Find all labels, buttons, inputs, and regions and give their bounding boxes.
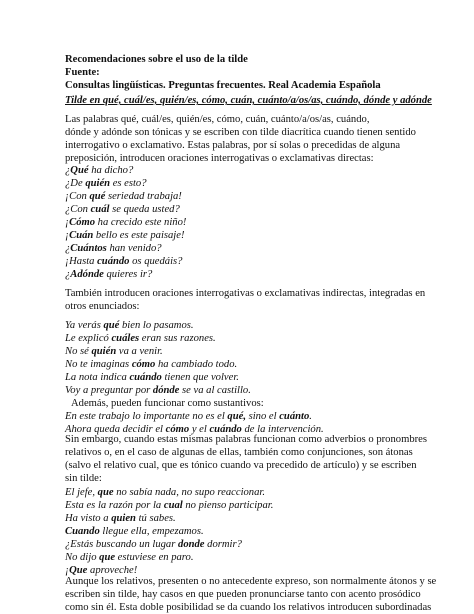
para-line: También introducen oraciones interrogativas o exclamativas indirectas, integradas en — [65, 288, 426, 299]
example-line: ¿Estás buscando un lugar donde dormir? — [65, 539, 242, 550]
example-line: No te imaginas cómo ha cambiado todo. — [65, 359, 238, 370]
para-line: Aunque los relativos, presenten o no antecedente expreso, son normalmente átonos y se — [65, 576, 437, 587]
examples-indirect — [65, 319, 460, 436]
example-line: Ha visto a quien tú sabes. — [65, 513, 176, 524]
example-line: ¿De quién es esto? — [65, 178, 147, 189]
para-line: escriben sin tilde, hay casos en que pueden pronunciarse tanto con acento prosódico — [65, 589, 421, 600]
para-line: Sin embargo, cuando estas mismas palabras funcionan como adverbios o pronombres — [65, 434, 427, 445]
para-line: interrogativo o exclamativo. Estas palabras, por sí solas o precedidas de alguna — [65, 140, 401, 151]
example-line: ¿Adónde quieres ir? — [65, 269, 153, 280]
header-source-label: Fuente: — [65, 67, 100, 78]
example-line: En este trabajo lo importante no es el qué, sino el cuánto. — [65, 411, 312, 422]
example-line: ¿Qué ha dicho? — [65, 165, 134, 176]
example-line: Voy a preguntar por dónde se va al castillo. — [65, 385, 251, 396]
section-title: Tilde en qué, cuál/es, quién/es, cómo, cuán, cuánto/a/os/as, cuándo, dónde y adónde — [65, 95, 432, 106]
example-line: ¿Cuántos han venido? — [65, 243, 162, 254]
header-source: Consultas lingüísticas. Preguntas frecuentes. Real Academia Española — [65, 80, 381, 91]
document-header — [65, 53, 460, 92]
example-line: ¿Con cuál se queda usted? — [65, 204, 180, 215]
example-line: El jefe, que no sabía nada, no supo reaccionar. — [65, 487, 265, 498]
examples-direct — [65, 164, 460, 281]
para-line: otros enunciados: — [65, 301, 140, 312]
paragraph-relatives — [65, 433, 460, 485]
also-line: Además, pueden funcionar como sustantivos: — [71, 398, 264, 409]
header-title: Recomendaciones sobre el uso de la tilde — [65, 54, 248, 65]
example-line: Ya verás qué bien lo pasamos. — [65, 320, 194, 331]
example-line: ¡Con qué seriedad trabaja! — [65, 191, 182, 202]
para-line: como sin él. Esta doble posibilidad se da cuando los relativos introducen subordinadas — [65, 602, 432, 613]
example-line: ¡Hasta cuándo os quedáis? — [65, 256, 183, 267]
example-line: ¡Que aproveche! — [65, 565, 138, 576]
examples-relatives — [65, 486, 460, 577]
paragraph-indirect — [65, 287, 460, 313]
example-line: No dijo que estuviese en paro. — [65, 552, 194, 563]
example-line: Le explicó cuáles eran sus razones. — [65, 333, 216, 344]
example-line: Esta es la razón por la cual no pienso participar. — [65, 500, 274, 511]
para-line: Las palabras qué, cuál/es, quién/es, cómo, cuán, cuánto/a/os/as, cuándo, — [65, 114, 370, 125]
para-line: preposición, introducen oraciones interrogativas o exclamativas directas: — [65, 153, 374, 164]
example-line: ¡Cómo ha crecido este niño! — [65, 217, 187, 228]
example-line: Ahora queda decidir el cómo y el cuándo de la intervención. — [65, 424, 324, 435]
para-line: sin tilde: — [65, 473, 102, 484]
example-line: Cuando llegue ella, empezamos. — [65, 526, 204, 537]
example-line: La nota indica cuándo tienen que volver. — [65, 372, 239, 383]
para-line: dónde y adónde son tónicas y se escriben con tilde diacrítica cuando tienen sentido — [65, 127, 416, 138]
para-line: relativos o, en el caso de algunas de ellas, también como conjunciones, son átonas — [65, 447, 413, 458]
paragraph-final — [65, 575, 460, 614]
paragraph-intro — [65, 113, 460, 165]
para-line: (salvo el relativo cual, que es tónico cuando va precedido de artículo) y se escriben — [65, 460, 417, 471]
example-line: ¡Cuán bello es este paisaje! — [65, 230, 185, 241]
example-line: No sé quién va a venir. — [65, 346, 163, 357]
